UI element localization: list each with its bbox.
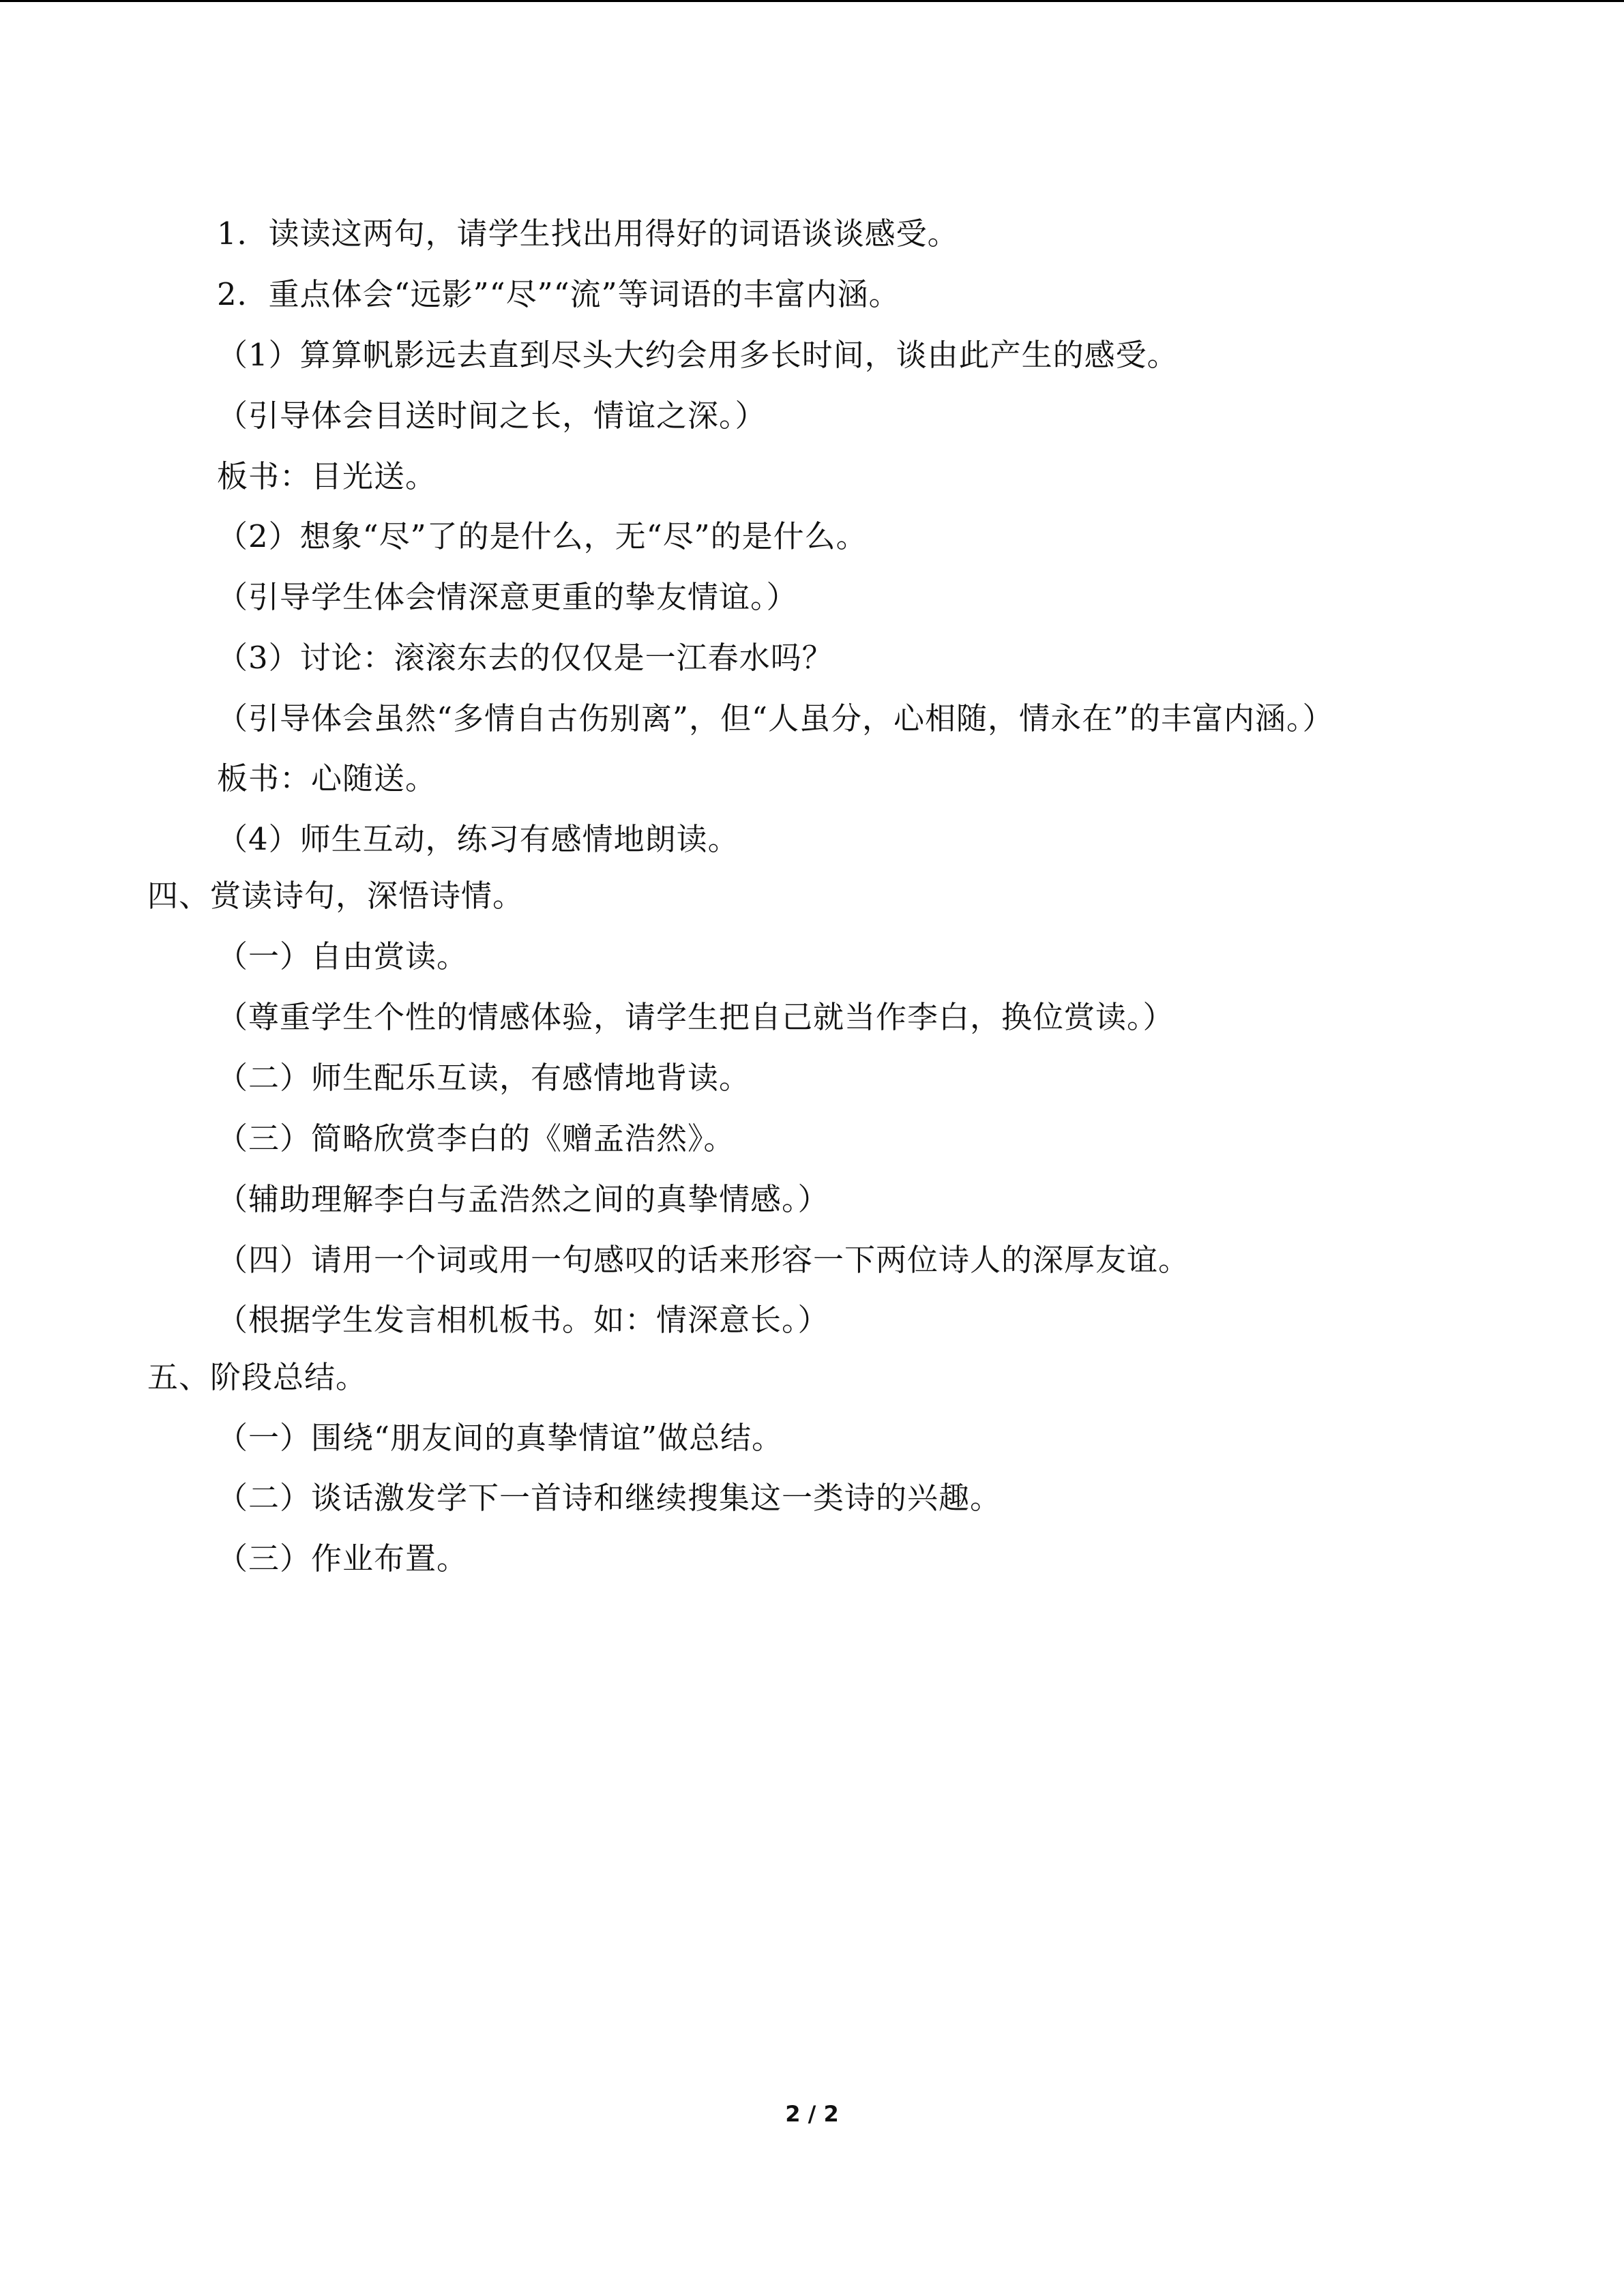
text-line: （3）讨论：滚滚东去的仅仅是一江春水吗？ bbox=[217, 640, 833, 676]
text-line: （4）师生互动，练习有感情地朗读。 bbox=[217, 821, 739, 857]
text-line: 板书：心随送。 bbox=[217, 760, 437, 796]
text-line: （根据学生发言相机板书。如：情深意长。） bbox=[217, 1302, 829, 1338]
text-line: （尊重学生个性的情感体验，请学生把自己就当作李白，换位赏读。） bbox=[217, 999, 1175, 1035]
section-heading: 四、赏读诗句，深悟诗情。 bbox=[147, 878, 525, 914]
top-border-line bbox=[0, 0, 1624, 2]
text-line: （一）围绕“朋友间的真挚情谊”做总结。 bbox=[217, 1420, 784, 1456]
text-line: 板书：目光送。 bbox=[217, 458, 437, 494]
text-line: （三）作业布置。 bbox=[217, 1540, 469, 1577]
text-line: 2．重点体会“远影”“尽”“流”等词语的丰富内涵。 bbox=[217, 276, 900, 312]
page-number: 2 / 2 bbox=[785, 2101, 839, 2127]
text-line: （二）谈话激发学下一首诗和继续搜集这一类诗的兴趣。 bbox=[217, 1480, 1002, 1516]
text-line: （引导体会目送时间之长，情谊之深。） bbox=[217, 398, 767, 434]
text-line: （1）算算帆影远去直到尽头大约会用多长时间，谈由此产生的感受。 bbox=[217, 337, 1179, 373]
text-line: （四）请用一个词或用一句感叹的话来形容一下两位诗人的深厚友谊。 bbox=[217, 1242, 1190, 1278]
text-line: （引导学生体会情深意更重的挚友情谊。） bbox=[217, 579, 798, 615]
text-line: （一）自由赏读。 bbox=[217, 938, 469, 974]
text-line: （辅助理解李白与孟浩然之间的真挚情感。） bbox=[217, 1181, 829, 1217]
text-line: （引导体会虽然“多情自古伤别离”，但“人虽分，心相随，情永在”的丰富内涵。） bbox=[217, 700, 1334, 736]
text-line: 1．读读这两句，请学生找出用得好的词语谈谈感受。 bbox=[217, 215, 959, 252]
text-line: （2）想象“尽”了的是什么，无“尽”的是什么。 bbox=[217, 518, 868, 554]
text-line: （三）简略欣赏李白的《赠孟浩然》。 bbox=[217, 1120, 735, 1157]
text-line: （二）师生配乐互读，有感情地背读。 bbox=[217, 1060, 751, 1096]
section-heading: 五、阶段总结。 bbox=[147, 1359, 368, 1395]
